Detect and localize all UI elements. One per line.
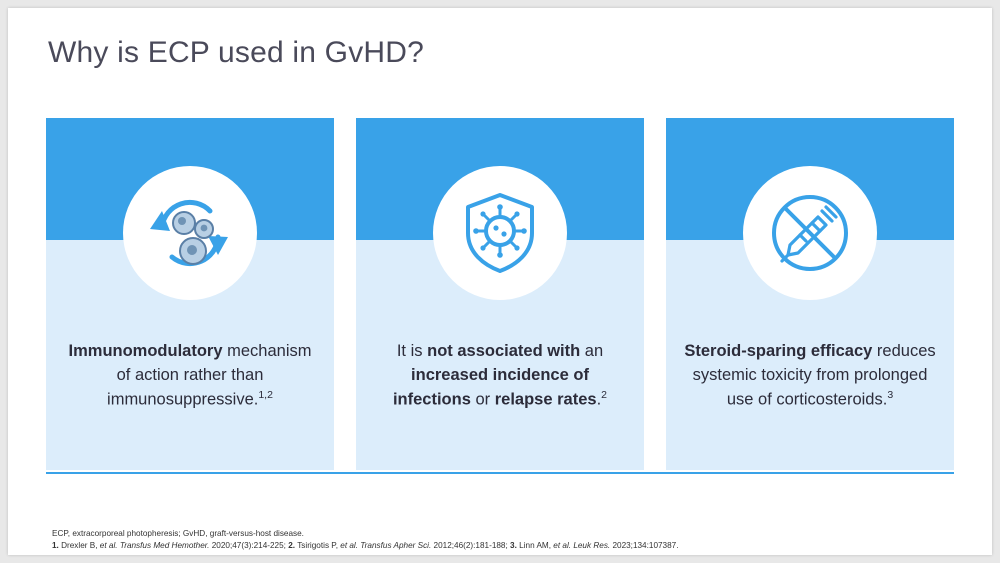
card-immunomodulatory [46,118,334,470]
no-syringe-icon [743,166,877,300]
cards-row [46,118,954,470]
references-note: 1. Drexler B, et al. Transfus Med Hemother. 2020;47(3):214-225; 2. Tsirigotis P, et al. Transfus Apher Sci. 2012;46(2):181-188; 3. Linn AM, et al. Leuk Res. 2023;134:107387. [52,541,679,551]
card-infections [356,118,644,470]
card-steroid-sparing [666,118,954,470]
cell-recycle-icon [123,166,257,300]
card-text: It is not associated with an increased incidence of infections or relapse rates.$^2$ [392,342,608,409]
card-text: Immunomodulatory mechanism of action rather than immunosuppressive.$^{1,2}$ [68,342,312,409]
card-text: Steroid-sparing efficacy reduces systemic toxicity from prolonged use of corticosteroids.$^3$ [684,342,936,409]
accent-divider [46,472,954,474]
abbreviations-note: ECP, extracorporeal photopheresis; GvHD, graft-versus-host disease. [52,529,304,538]
footnotes [52,528,952,553]
page-title: Why is ECP used in GvHD? [48,36,425,69]
shield-virus-icon [433,166,567,300]
slide [8,8,992,555]
